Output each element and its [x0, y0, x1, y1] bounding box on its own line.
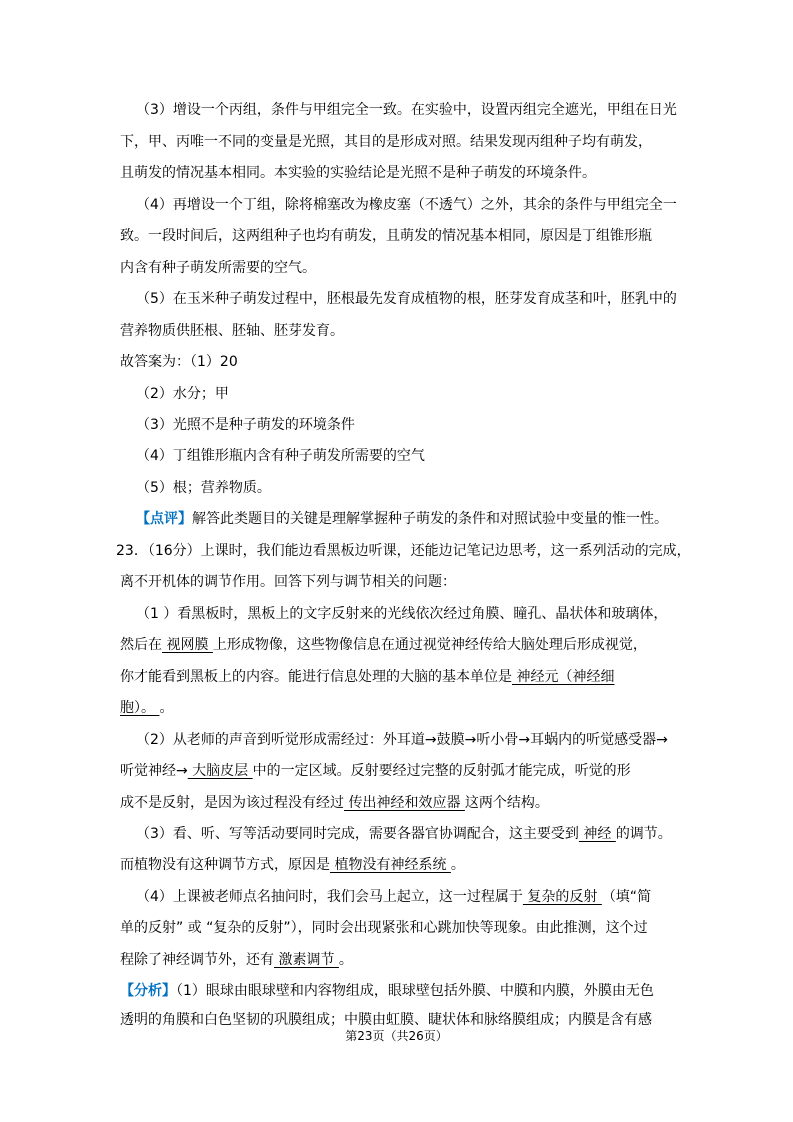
text-line: （5）在玉米种子萌发过程中，胚根最先发育成植物的根，胚芽发育成茎和叶，胚乳中的 [136, 291, 677, 307]
text-line: 致。一段时间后，这两组种子也均有萌发，且萌发的情况基本相同，原因是丁组锥形瓶 [120, 228, 652, 244]
comment-line [136, 509, 668, 529]
text-line [120, 698, 173, 718]
text-span: 而植物没有这种调节方式，原因是 [120, 857, 330, 873]
text-span: 这两个结构。 [464, 795, 549, 811]
answer-blank: 胞）。 [120, 700, 160, 716]
text-line [120, 793, 549, 813]
text-line [136, 887, 651, 907]
text-line: 且萌发的情况基本相同。本实验的实验结论是光照不是种子萌发的环境条件。 [120, 165, 596, 181]
answer-line: （5）根；营养物质。 [136, 480, 271, 496]
answer-line: （3）光照不是种子萌发的环境条件 [136, 417, 355, 433]
text-span: 。 [159, 700, 174, 716]
answer-blank: 植物没有神经系统 [330, 857, 451, 873]
text-line [136, 824, 672, 844]
text-span: 听觉神经→ [120, 763, 188, 779]
text-line: 内含有种子萌发所需要的空气。 [120, 260, 316, 276]
answer-blank: 神经 [578, 826, 616, 842]
text-span: 你才能看到黑板上的内容。能进行信息处理的大脑的基本单位是 [120, 669, 512, 685]
text-line [120, 635, 647, 655]
answer-line: （4）丁组锥形瓶内含有种子萌发所需要的空气 [136, 448, 425, 464]
answer-blank: 复杂的反射 [522, 889, 602, 905]
text-line: （1 ）看黑板时，黑板上的文字反射来的光线依次经过角膜、瞳孔、晶状体和玻璃体， [136, 606, 668, 622]
question-title: 23．（16分）上课时，我们能边看黑板边听课，还能边记笔记边思考，这一系列活动的完成， [116, 543, 691, 559]
text-span: 的调节。 [615, 826, 672, 842]
analysis-text: （1）眼球由眼球壁和内容物组成，眼球壁包括外膜、中膜和内膜，外膜由无色 [176, 983, 654, 999]
text-line: 单的反射” 或 “复杂的反射”），同时会出现紧张和心跳加快等现象。由此推测，这个过 [120, 920, 648, 936]
text-line: 透明的角膜和白色坚韧的巩膜组成；中膜由虹膜、睫状体和脉络膜组成；内膜是含有感 [120, 1012, 652, 1028]
text-line: （2）从老师的声音到听觉形成需经过：外耳道→鼓膜→听小骨→耳蜗内的听觉感受器→ [136, 732, 668, 748]
text-line: （3）增设一个丙组，条件与甲组完全一致。在实验中，设置丙组完全遮光，甲组在日光 [136, 102, 677, 118]
text-line [120, 667, 614, 687]
text-line: （4）再增设一个丁组，除将棉塞改为橡皮塞（不透气）之外，其余的条件与甲组完全一 [136, 197, 677, 213]
text-line [120, 950, 353, 970]
answer-blank: 传出神经和效应器 [344, 795, 465, 811]
text-line: 营养物质供胚根、胚轴、胚芽发育。 [120, 323, 344, 339]
answer-line: （2）水分；甲 [136, 386, 229, 402]
text-span: 中的一定区域。反射要经过完整的反射弧才能完成，听觉的形 [252, 763, 631, 779]
text-span: 上形成物像，这些物像信息在通过视觉神经传给大脑处理后形成视觉， [212, 637, 647, 653]
text-span: （4）上课被老师点名抽问时，我们会马上起立，这一过程属于 [136, 889, 523, 905]
answer-blank: 神经元（神经细 [512, 669, 615, 685]
answer-blank: 大脑皮层 [187, 763, 253, 779]
text-span: （3）看、听、写等活动要同时完成，需要各器官协调配合，这主要受到 [136, 826, 579, 842]
text-span: 然后在 [120, 637, 162, 653]
comment-text: 解答此类题目的关键是理解掌握种子萌发的条件和对照试验中变量的惟一性。 [192, 511, 668, 527]
text-span: 程除了神经调节外，还有 [120, 952, 274, 968]
comment-tag: 【点评】 [136, 511, 192, 527]
page-footer: 第23页（共26页） [345, 1029, 448, 1043]
text-line [120, 761, 631, 781]
text-span: 。 [338, 952, 353, 968]
answer-header: 故答案为：（1）20 [120, 354, 238, 370]
text-span: （填“简 [601, 889, 652, 905]
text-line [120, 855, 465, 875]
text-line: 离不开机体的调节作用。回答下列与调节相关的问题： [120, 574, 456, 590]
answer-blank: 激素调节 [274, 952, 339, 968]
analysis-tag: 【分析】 [120, 983, 176, 999]
text-span: 成不是反射，是因为该过程没有经过 [120, 795, 344, 811]
text-line: 下，甲、丙唯一不同的变量是光照，其目的是形成对照。结果发现丙组种子均有萌发， [120, 134, 652, 150]
analysis-line [120, 981, 654, 1001]
answer-blank: 视网膜 [162, 637, 213, 653]
text-span: 。 [450, 857, 465, 873]
